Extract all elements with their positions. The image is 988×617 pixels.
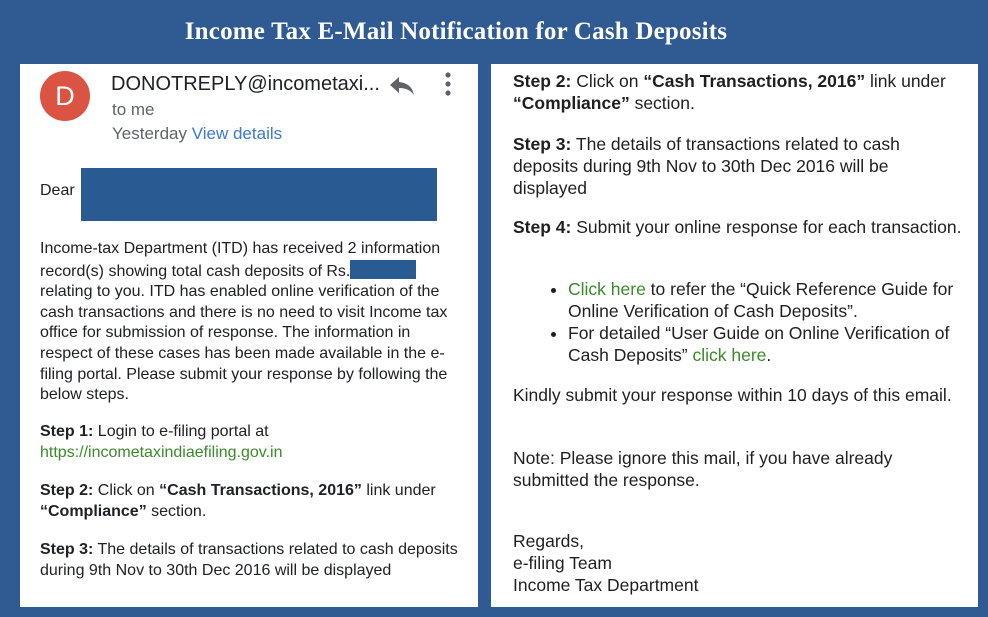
more-options-icon[interactable] (442, 70, 454, 100)
team-line: e-filing Team (513, 553, 612, 573)
bullet-2-end: . (766, 345, 772, 365)
step-1-label: Step 1: (40, 423, 94, 440)
step-2-text-c: section. (629, 93, 695, 113)
step-3-label: Step 3: (40, 541, 94, 558)
view-details-link[interactable]: View details (191, 124, 283, 143)
step-1-text: Login to e-filing portal at (93, 423, 269, 440)
step-2-text-c: section. (146, 502, 207, 520)
email-screenshot-left (20, 64, 478, 607)
cash-transactions-link-name: “Cash Transactions, 2016” (159, 482, 362, 499)
page-title: Income Tax E-Mail Notification for Cash Deposits (184, 18, 728, 45)
compliance-section-name: “Compliance” (513, 93, 630, 113)
redacted-amount-block (350, 260, 416, 279)
signature-block (513, 530, 963, 596)
greeting: Dear (40, 182, 75, 199)
body-text-part2: relating to you. ITD has enabled online verification of the cash transactions and there is no need to visit Income tax office for submission of response. The information in respect of these cases has been made available in the e-filing portal. Please submit your response by following the below steps. (40, 283, 448, 404)
bullet-2-text: For detailed “User Guide on Online Verification of Cash Deposits” (568, 323, 950, 365)
email-date: Yesterday (112, 124, 187, 143)
step-3 (40, 540, 460, 581)
department-line: Income Tax Department (513, 575, 699, 595)
bullet-1-text: to refer the “Quick Reference Guide for Online Verification of Cash Deposits”. (568, 279, 954, 321)
list-item (568, 278, 966, 322)
compliance-section-name: “Compliance” (40, 502, 147, 520)
redacted-name-block (81, 168, 437, 221)
step-2-label: Step 2: (513, 71, 572, 91)
step-2-text-a: Click on (571, 71, 644, 91)
step-2-label: Step 2: (40, 482, 94, 499)
email-body-paragraph (40, 239, 462, 406)
submit-deadline-note: Kindly submit your response within 10 days of this email. (513, 385, 952, 405)
cash-transactions-link-name: “Cash Transactions, 2016” (643, 71, 866, 91)
step-2-text-a: Click on (93, 482, 160, 499)
step-1 (40, 422, 460, 463)
step-4 (513, 216, 963, 238)
step-4-text: Submit your online response for each transaction. (571, 217, 962, 237)
step-3-text: The details of transactions related to cash deposits during 9th Nov to 30th Dec 2016 will be displayed (40, 541, 458, 579)
efiling-portal-link[interactable]: https://incometaxindiaefiling.gov.in (40, 443, 283, 461)
regards-line: Regards, (513, 531, 585, 551)
step-3-label: Step 3: (513, 134, 572, 154)
step-4-label: Step 4: (513, 217, 572, 237)
step-2-continued (513, 70, 963, 114)
body-text-part1: Income-tax Department (ITD) has received 2 information record(s) showing total cash deposits of Rs. (40, 240, 441, 280)
step-3-continued (513, 133, 963, 199)
step-2-text-b: link under (361, 482, 436, 499)
step-3-text: The details of transactions related to cash deposits during 9th Nov to 30th Dec 2016 will be displayed (513, 134, 900, 198)
guide-links-list (536, 278, 966, 366)
step-2 (40, 481, 460, 522)
step-2-text-b: link under (865, 71, 946, 91)
recipient-line[interactable]: to me (112, 100, 155, 119)
avatar[interactable]: D (40, 71, 90, 121)
email-screenshot-right (491, 64, 978, 607)
timestamp-line (112, 124, 282, 144)
quick-reference-guide-link[interactable]: Click here (568, 279, 646, 299)
list-item (568, 322, 966, 366)
user-guide-link[interactable]: click here (692, 345, 767, 365)
ignore-note: Note: Please ignore this mail, if you have already submitted the response. (513, 448, 893, 490)
reply-icon[interactable] (388, 72, 416, 100)
sender-address[interactable]: DONOTREPLY@incometaxi... (111, 73, 380, 95)
